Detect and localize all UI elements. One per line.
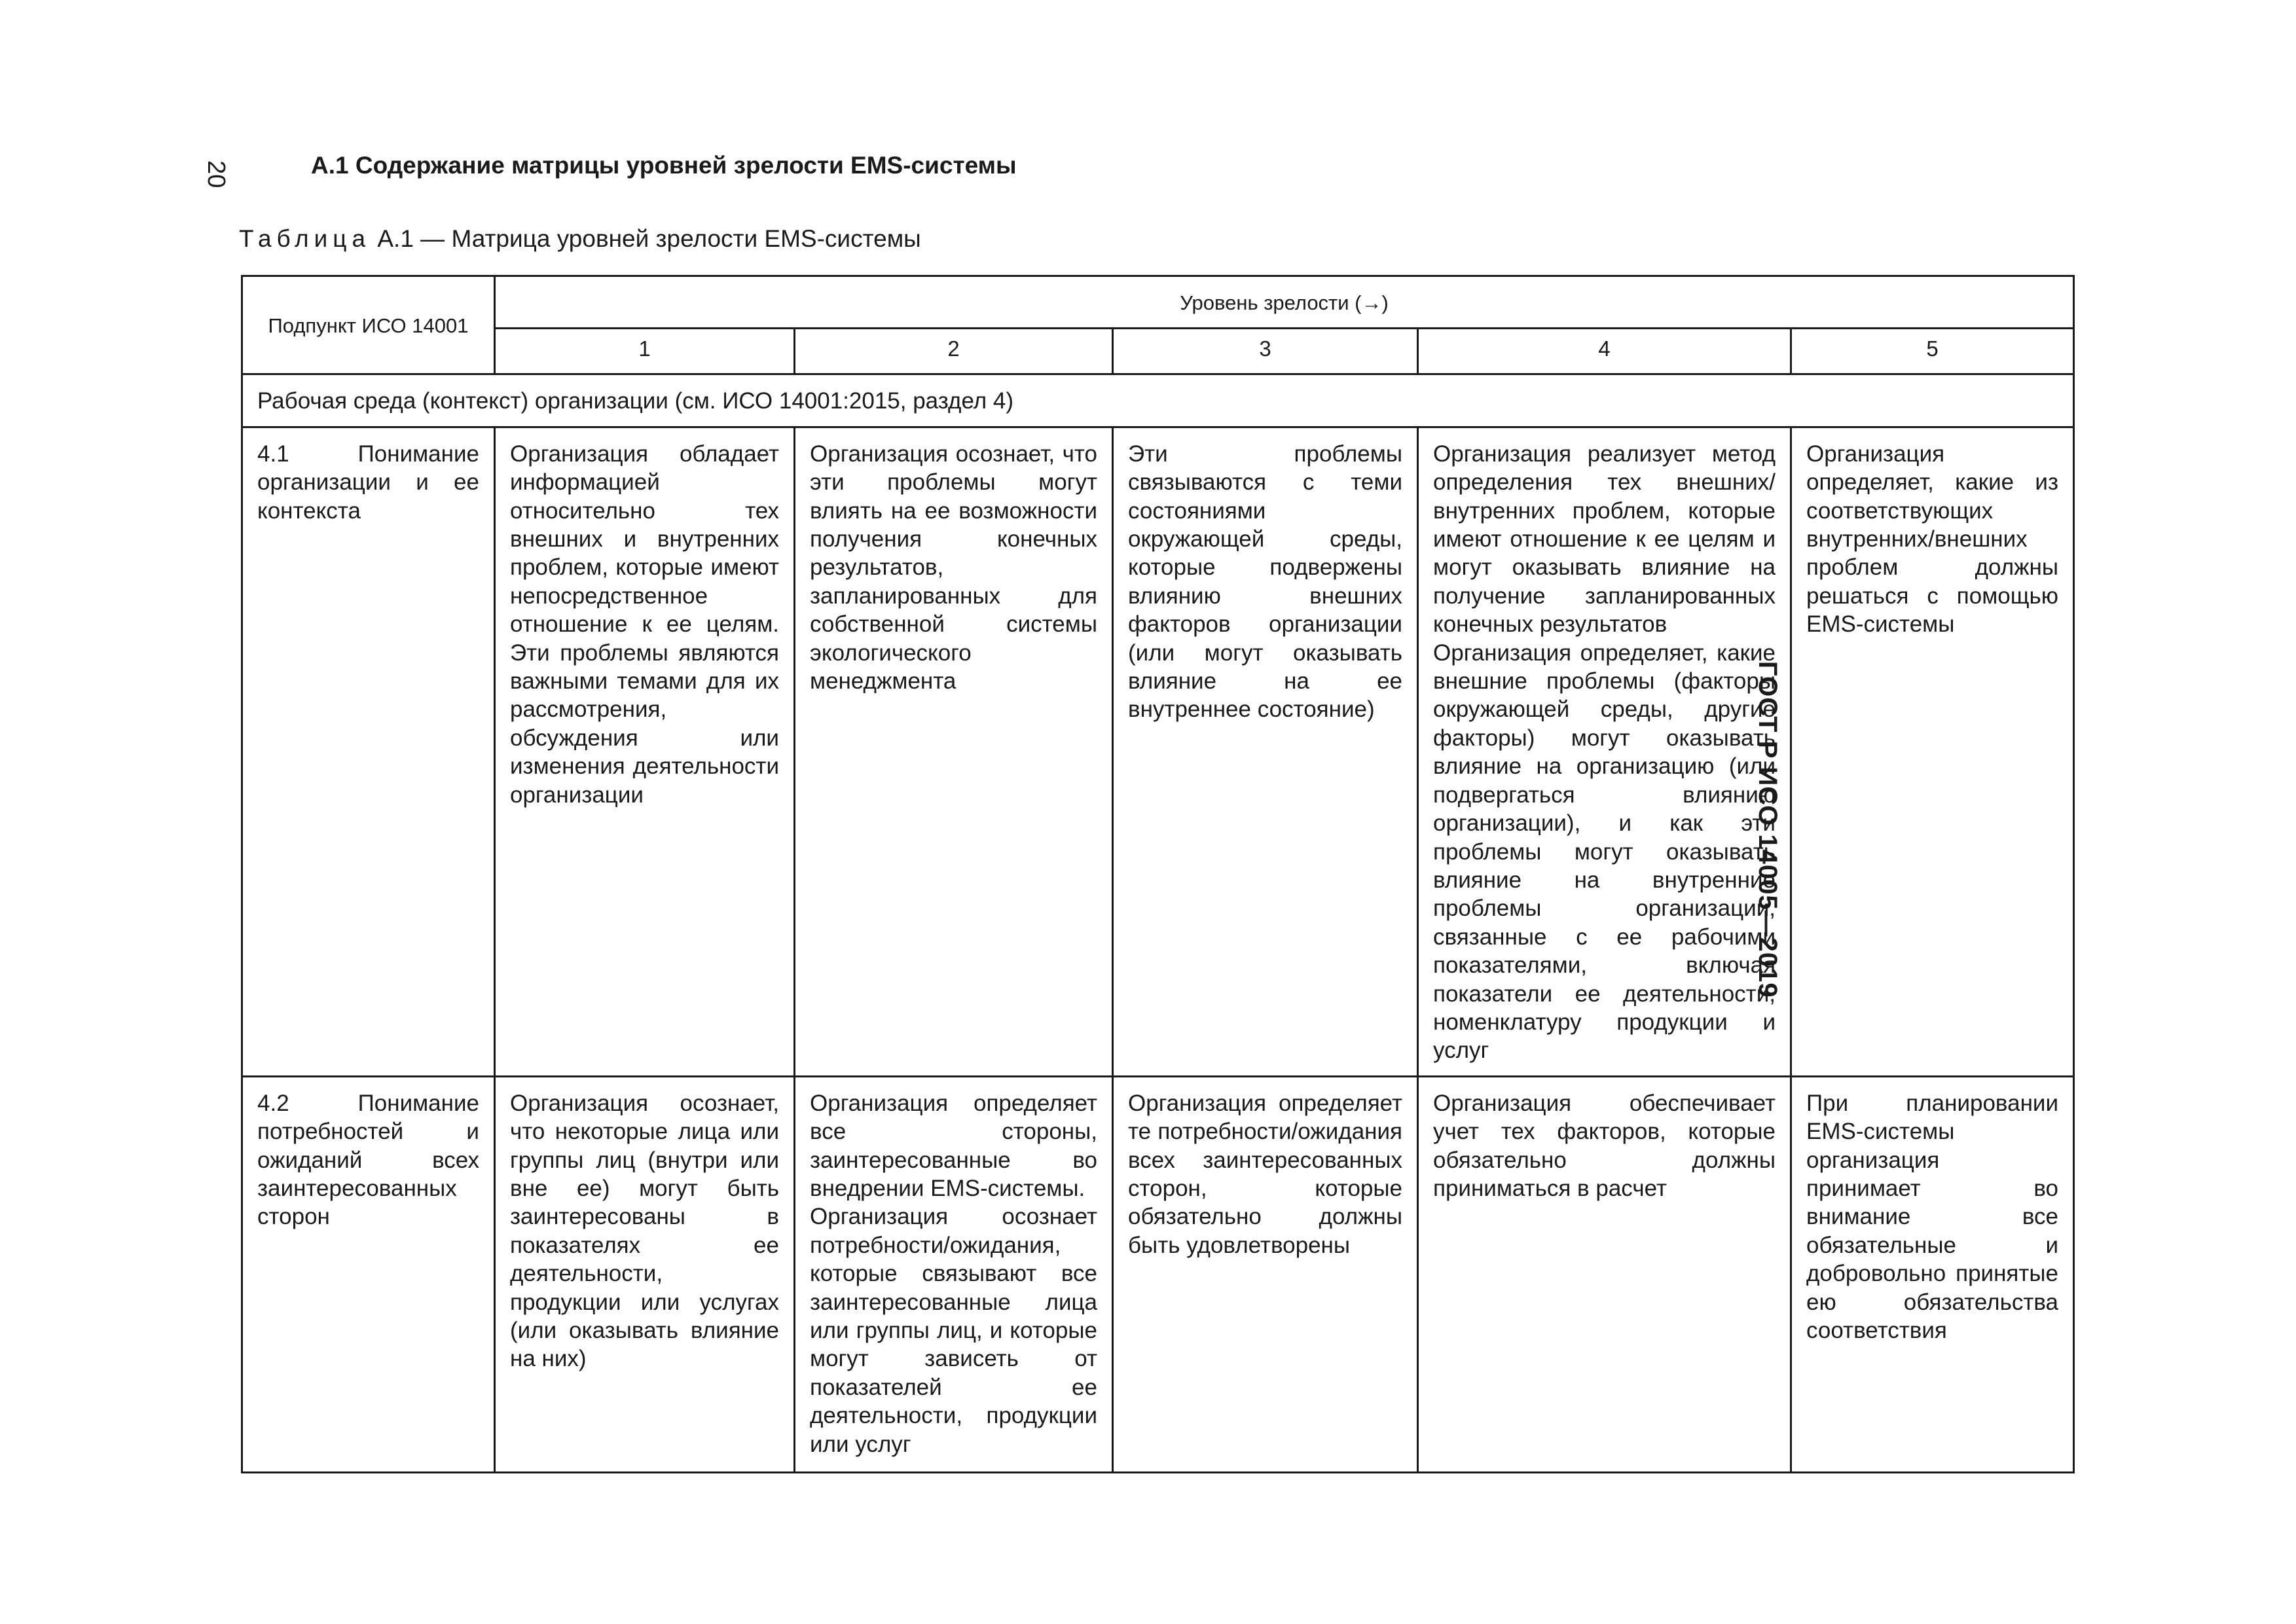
table-caption-text: А.1 — Матрица уровней зрелости EMS-системы xyxy=(377,225,921,252)
level-2-header: 2 xyxy=(795,329,1113,374)
level-1-header: 1 xyxy=(495,329,795,374)
subpoint-cell: 4.1 Понимание организации и ее контекста xyxy=(242,427,495,1076)
maturity-level-header: Уровень зрелости (→) xyxy=(495,276,2074,329)
level-2-paragraph: Организация определяет все стороны, заинтересованные во внедрении EMS-системы. xyxy=(810,1090,1097,1201)
level-4-cell xyxy=(1418,427,1791,1076)
standard-title: ГОСТ Р ИСО 14005—2019 xyxy=(1753,661,1782,998)
level-2-cell: Организация осознает, что эти проблемы могут влиять на ее возможности получения конечных результатов, запланированных для собственной системы экологического менеджмента xyxy=(795,427,1113,1076)
table-row xyxy=(242,427,2074,1076)
level-3-cell: Организация определяет те потребности/ожидания всех заинтересованных сторон, которые обязательно должны быть удовлетворены xyxy=(1113,1076,1418,1472)
level-1-cell: Организация обладает информацией относительно тех внешних и внутренних проблем, которые имеют непосредственное отношение к ее целям. Эти проблемы являются важными темами для их рассмотрения, обсуждения или изменения деятельности организации xyxy=(495,427,795,1076)
level-3-cell: Эти проблемы связываются с теми состояниями окружающей среды, которые подвержены влиянию внешних факторов организации (или могут оказывать влияние на ее внутреннее состояние) xyxy=(1113,427,1418,1076)
level-4-header: 4 xyxy=(1418,329,1791,374)
level-4-paragraph: Организация реализует метод определения тех внешних/внутренних проблем, которые имеют отношение к ее целям и могут оказывать влияние на получение запланированных конечных результатов xyxy=(1433,441,1776,638)
level-4-paragraph: Организация определяет, какие внешние проблемы (факторы окружающей среды, другие факторы) могут оказывать влияние на организацию (или подвергаться влиянию организации), и как эти проблемы могут оказывать влияние на внутренние проблемы организации, связанные с ее рабочими показателями, включая показатели ее деятельности, номенклатуру продукции и услуг xyxy=(1433,640,1776,1064)
section-title: Рабочая среда (контекст) организации (см. ИСО 14001:2015, раздел 4) xyxy=(242,374,2074,427)
table-caption xyxy=(239,223,921,255)
level-5-cell: При планировании EMS-системы организация принимает во внимание все обязательные и добровольно принятые ею обязательства соответствия xyxy=(1791,1076,2074,1472)
subpoint-cell: 4.2 Понимание потребностей и ожиданий всех заинтересованных сторон xyxy=(242,1076,495,1472)
section-row xyxy=(242,374,2074,427)
table-header-row xyxy=(242,276,2074,329)
level-3-header: 3 xyxy=(1113,329,1418,374)
level-2-cell xyxy=(795,1076,1113,1472)
level-5-cell: Организация определяет, какие из соответствующих внутренних/внешних проблем должны решаться с помощью EMS-системы xyxy=(1791,427,2074,1076)
section-heading: А.1 Содержание матрицы уровней зрелости EMS-системы xyxy=(311,152,1017,179)
level-2-paragraph: Организация осознает потребности/ожидания, которые связывают все заинтересованные лица или группы лиц, и которые могут зависеть от показателей ее деятельности, продукции или услуг xyxy=(810,1204,1097,1457)
maturity-matrix-table xyxy=(241,275,2075,1473)
table-row xyxy=(242,1076,2074,1472)
table-caption-word: Таблица xyxy=(239,225,371,252)
level-numbers-row xyxy=(242,329,2074,374)
level-1-cell: Организация осознает, что некоторые лица или группы лиц (внутри или вне ее) могут быть заинтересованы в показателях ее деятельности, продукции или услугах (или оказывать влияние на них) xyxy=(495,1076,795,1472)
page-number: 20 xyxy=(202,160,230,189)
level-4-cell: Организация обеспечивает учет тех факторов, которые обязательно должны приниматься в расчет xyxy=(1418,1076,1791,1472)
subpoint-column-header: Подпункт ИСО 14001 xyxy=(242,276,495,374)
level-5-header: 5 xyxy=(1791,329,2074,374)
